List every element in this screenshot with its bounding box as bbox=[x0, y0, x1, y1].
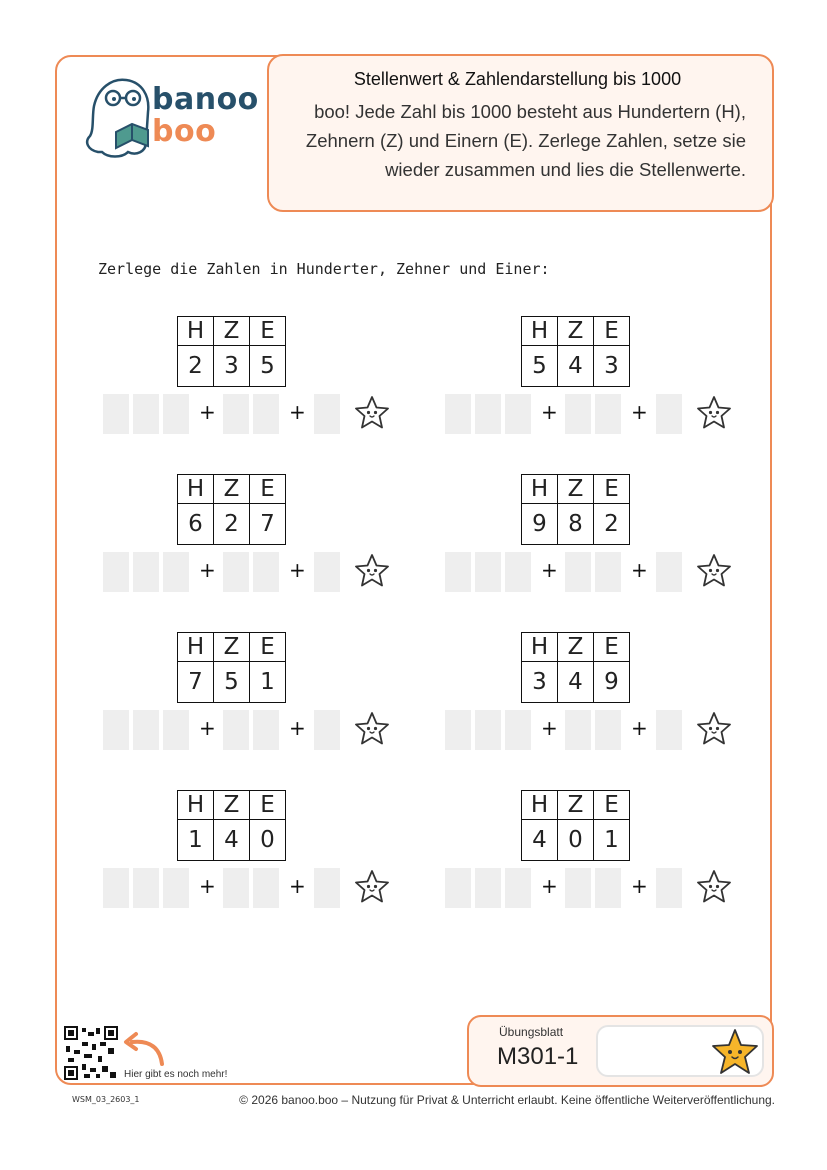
task-item bbox=[103, 632, 403, 772]
answer-box[interactable] bbox=[656, 710, 682, 750]
task-item bbox=[445, 316, 745, 456]
answer-box[interactable] bbox=[253, 710, 279, 750]
answer-row bbox=[445, 552, 745, 592]
header-h: H bbox=[522, 317, 558, 346]
digit-h: 1 bbox=[178, 820, 214, 861]
answer-box[interactable] bbox=[314, 394, 340, 434]
answer-box[interactable] bbox=[445, 710, 471, 750]
worksheet-title: Stellenwert & Zahlendarstellung bis 1000 bbox=[353, 69, 682, 89]
answer-box[interactable] bbox=[253, 868, 279, 908]
star-check-icon[interactable] bbox=[695, 710, 733, 748]
star-check-icon[interactable] bbox=[695, 868, 733, 906]
plus-sign: + bbox=[289, 558, 306, 582]
header-h: H bbox=[522, 475, 558, 504]
digit-h: 3 bbox=[522, 662, 558, 703]
answer-box[interactable] bbox=[314, 868, 340, 908]
answer-box[interactable] bbox=[445, 552, 471, 592]
answer-box[interactable] bbox=[133, 710, 159, 750]
answer-box[interactable] bbox=[133, 394, 159, 434]
answer-box[interactable] bbox=[595, 868, 621, 908]
answer-box[interactable] bbox=[656, 868, 682, 908]
qr-code-icon[interactable] bbox=[64, 1026, 118, 1080]
task-item bbox=[445, 790, 745, 930]
answer-box[interactable] bbox=[163, 710, 189, 750]
digit-h: 4 bbox=[522, 820, 558, 861]
place-value-table bbox=[521, 790, 630, 861]
digit-z: 3 bbox=[214, 346, 250, 387]
answer-box[interactable] bbox=[595, 394, 621, 434]
answer-box[interactable] bbox=[163, 552, 189, 592]
header-h: H bbox=[178, 791, 214, 820]
digit-h: 2 bbox=[178, 346, 214, 387]
header-e: E bbox=[250, 791, 286, 820]
star-check-icon[interactable] bbox=[353, 552, 391, 590]
header-z: Z bbox=[214, 317, 250, 346]
answer-box[interactable] bbox=[475, 710, 501, 750]
star-mascot-icon bbox=[710, 1028, 760, 1076]
place-value-table bbox=[177, 316, 286, 387]
worksheet-badge bbox=[467, 1015, 774, 1087]
place-value-table bbox=[521, 316, 630, 387]
answer-box[interactable] bbox=[103, 552, 129, 592]
brand-name-line1: banoo bbox=[152, 82, 259, 117]
answer-box[interactable] bbox=[314, 710, 340, 750]
answer-row bbox=[103, 552, 403, 592]
task-instruction: Zerlege die Zahlen in Hunderter, Zehner und Einer: bbox=[98, 260, 550, 278]
digit-e: 9 bbox=[594, 662, 630, 703]
header-z: Z bbox=[214, 633, 250, 662]
plus-sign: + bbox=[631, 716, 648, 740]
star-check-icon[interactable] bbox=[353, 868, 391, 906]
task-item bbox=[445, 632, 745, 772]
answer-box[interactable] bbox=[565, 868, 591, 908]
task-item bbox=[103, 790, 403, 930]
plus-sign: + bbox=[199, 400, 216, 424]
digit-e: 1 bbox=[594, 820, 630, 861]
answer-box[interactable] bbox=[505, 394, 531, 434]
worksheet-code: M301-1 bbox=[497, 1043, 579, 1070]
digit-h: 7 bbox=[178, 662, 214, 703]
digit-e: 0 bbox=[250, 820, 286, 861]
answer-box[interactable] bbox=[314, 552, 340, 592]
brand-name-line2: boo bbox=[152, 114, 217, 149]
intro-box bbox=[267, 54, 774, 212]
sheet-id: WSM_03_2603_1 bbox=[72, 1095, 140, 1104]
digit-e: 7 bbox=[250, 504, 286, 545]
plus-sign: + bbox=[631, 400, 648, 424]
answer-box[interactable] bbox=[223, 868, 249, 908]
digit-e: 2 bbox=[594, 504, 630, 545]
answer-box[interactable] bbox=[475, 394, 501, 434]
answer-row bbox=[445, 394, 745, 434]
answer-box[interactable] bbox=[505, 552, 531, 592]
plus-sign: + bbox=[199, 874, 216, 898]
answer-box[interactable] bbox=[163, 868, 189, 908]
intro-text: boo! Jede Zahl bis 1000 besteht aus Hundertern (H), Zehnern (Z) und Einern (E). Zerlege Zahlen, setze sie wieder zusammen und lies die Stellenwerte. bbox=[305, 101, 746, 180]
copyright-notice: © 2026 banoo.boo – Nutzung für Privat & Unterricht erlaubt. Keine öffentliche Weiterveröffentlichung. bbox=[239, 1093, 775, 1107]
name-field[interactable] bbox=[596, 1025, 764, 1077]
answer-box[interactable] bbox=[223, 710, 249, 750]
digit-z: 4 bbox=[214, 820, 250, 861]
header-h: H bbox=[178, 633, 214, 662]
answer-box[interactable] bbox=[565, 710, 591, 750]
answer-box[interactable] bbox=[565, 394, 591, 434]
answer-row bbox=[103, 868, 403, 908]
header-z: Z bbox=[214, 791, 250, 820]
header-z: Z bbox=[558, 791, 594, 820]
answer-box[interactable] bbox=[656, 394, 682, 434]
answer-box[interactable] bbox=[253, 552, 279, 592]
place-value-table bbox=[521, 632, 630, 703]
answer-box[interactable] bbox=[565, 552, 591, 592]
place-value-table bbox=[177, 474, 286, 545]
task-item bbox=[103, 316, 403, 456]
digit-z: 2 bbox=[214, 504, 250, 545]
digit-z: 5 bbox=[214, 662, 250, 703]
header-e: E bbox=[594, 791, 630, 820]
badge-label: Übungsblatt bbox=[499, 1025, 564, 1039]
answer-box[interactable] bbox=[505, 868, 531, 908]
plus-sign: + bbox=[631, 874, 648, 898]
answer-box[interactable] bbox=[103, 868, 129, 908]
answer-box[interactable] bbox=[445, 394, 471, 434]
answer-box[interactable] bbox=[595, 552, 621, 592]
digit-z: 4 bbox=[558, 662, 594, 703]
star-check-icon[interactable] bbox=[695, 394, 733, 432]
digit-z: 0 bbox=[558, 820, 594, 861]
answer-box[interactable] bbox=[133, 868, 159, 908]
answer-box[interactable] bbox=[103, 394, 129, 434]
plus-sign: + bbox=[289, 400, 306, 424]
answer-box[interactable] bbox=[163, 394, 189, 434]
digit-h: 9 bbox=[522, 504, 558, 545]
plus-sign: + bbox=[199, 558, 216, 582]
digit-e: 3 bbox=[594, 346, 630, 387]
brand-name bbox=[152, 84, 259, 148]
digit-e: 5 bbox=[250, 346, 286, 387]
star-check-icon[interactable] bbox=[353, 394, 391, 432]
plus-sign: + bbox=[541, 400, 558, 424]
answer-row bbox=[445, 710, 745, 750]
answer-box[interactable] bbox=[133, 552, 159, 592]
header-h: H bbox=[522, 791, 558, 820]
answer-box[interactable] bbox=[656, 552, 682, 592]
plus-sign: + bbox=[289, 716, 306, 740]
place-value-table bbox=[177, 790, 286, 861]
star-check-icon[interactable] bbox=[695, 552, 733, 590]
task-item bbox=[103, 474, 403, 614]
answer-box[interactable] bbox=[475, 868, 501, 908]
header-z: Z bbox=[558, 475, 594, 504]
answer-box[interactable] bbox=[223, 552, 249, 592]
answer-box[interactable] bbox=[103, 710, 129, 750]
star-check-icon[interactable] bbox=[353, 710, 391, 748]
header-e: E bbox=[594, 475, 630, 504]
task-item bbox=[445, 474, 745, 614]
answer-box[interactable] bbox=[595, 710, 621, 750]
header-z: Z bbox=[558, 633, 594, 662]
digit-h: 5 bbox=[522, 346, 558, 387]
place-value-table bbox=[521, 474, 630, 545]
answer-row bbox=[445, 868, 745, 908]
plus-sign: + bbox=[199, 716, 216, 740]
header-h: H bbox=[178, 475, 214, 504]
plus-sign: + bbox=[541, 874, 558, 898]
header-e: E bbox=[250, 475, 286, 504]
digit-e: 1 bbox=[250, 662, 286, 703]
answer-row bbox=[103, 394, 403, 434]
answer-box[interactable] bbox=[253, 394, 279, 434]
answer-box[interactable] bbox=[445, 868, 471, 908]
curved-arrow-icon bbox=[120, 1030, 170, 1070]
header-e: E bbox=[250, 633, 286, 662]
answer-box[interactable] bbox=[475, 552, 501, 592]
digit-h: 6 bbox=[178, 504, 214, 545]
digit-z: 4 bbox=[558, 346, 594, 387]
digit-z: 8 bbox=[558, 504, 594, 545]
answer-box[interactable] bbox=[505, 710, 531, 750]
header-h: H bbox=[178, 317, 214, 346]
header-e: E bbox=[250, 317, 286, 346]
plus-sign: + bbox=[541, 716, 558, 740]
answer-box[interactable] bbox=[223, 394, 249, 434]
header-h: H bbox=[522, 633, 558, 662]
header-z: Z bbox=[558, 317, 594, 346]
header-e: E bbox=[594, 633, 630, 662]
header-e: E bbox=[594, 317, 630, 346]
place-value-table bbox=[177, 632, 286, 703]
qr-caption: Hier gibt es noch mehr! bbox=[124, 1069, 228, 1080]
plus-sign: + bbox=[541, 558, 558, 582]
header-z: Z bbox=[214, 475, 250, 504]
plus-sign: + bbox=[631, 558, 648, 582]
plus-sign: + bbox=[289, 874, 306, 898]
answer-row bbox=[103, 710, 403, 750]
